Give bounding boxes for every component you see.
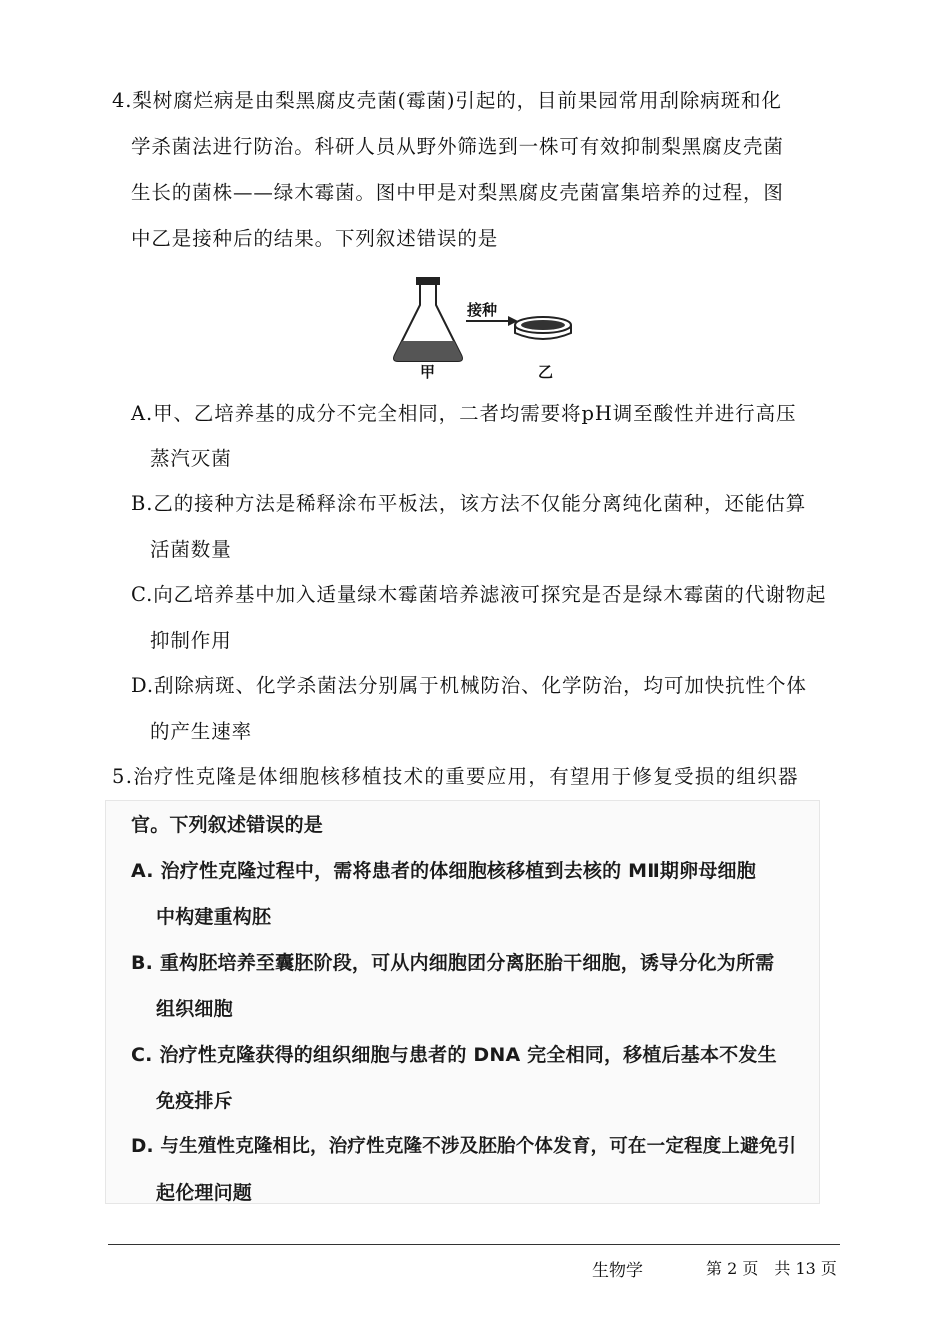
q4-stem-line-1: 4.梨树腐烂病是由梨黑腐皮壳菌(霉菌)引起的，目前果园常用刮除病斑和化 xyxy=(112,89,782,112)
q4-option-c-line-1: C.向乙培养基中加入适量绿木霉菌培养滤液可探究是否是绿木霉菌的代谢物起 xyxy=(131,583,827,606)
label-yi: 乙 xyxy=(538,363,554,381)
flask-medium xyxy=(394,341,462,361)
arrow-label: 接种 xyxy=(467,301,498,319)
culture-figure xyxy=(380,275,580,390)
q4-option-b-line-1: B.乙的接种方法是稀释涂布平板法，该方法不仅能分离纯化菌种，还能估算 xyxy=(131,492,807,515)
petri-dish-colonies xyxy=(521,320,565,330)
q4-option-b-line-2: 活菌数量 xyxy=(150,538,232,561)
q5-option-d-line-2: 起伦理问题 xyxy=(156,1182,253,1204)
q4-option-c-line-2: 抑制作用 xyxy=(150,629,232,652)
footer-divider xyxy=(108,1244,840,1245)
q4-option-a-line-2: 蒸汽灭菌 xyxy=(150,447,232,470)
q5-option-b-line-2: 组织细胞 xyxy=(156,998,233,1020)
q4-stem-line-3: 生长的菌株——绿木霉菌。图中甲是对梨黑腐皮壳菌富集培养的过程，图 xyxy=(131,181,784,204)
footer-subject: 生物学 xyxy=(592,1261,643,1281)
q5-stem-line-2: 官。下列叙述错误的是 xyxy=(131,814,324,836)
flask-cap xyxy=(416,277,440,285)
label-jia: 甲 xyxy=(420,363,436,381)
q5-stem-line-1: 5.治疗性克隆是体细胞核移植技术的重要应用，有望用于修复受损的组织器 xyxy=(112,765,799,788)
q4-option-d-line-1: D.刮除病斑、化学杀菌法分别属于机械防治、化学防治，均可加快抗性个体 xyxy=(131,674,807,697)
q5-option-b-line-1: B. 重构胚培养至囊胚阶段，可从内细胞团分离胚胎干细胞，诱导分化为所需 xyxy=(131,952,775,974)
q5-option-a-line-1: A. 治疗性克隆过程中，需将患者的体细胞核移植到去核的 MⅡ期卵母细胞 xyxy=(131,860,756,882)
q4-stem-line-4: 中乙是接种后的结果。下列叙述错误的是 xyxy=(131,227,499,250)
q5-option-a-line-2: 中构建重构胚 xyxy=(156,906,272,928)
footer-page-number: 第 2 页 共 13 页 xyxy=(706,1259,837,1278)
q4-stem-line-2: 学杀菌法进行防治。科研人员从野外筛选到一株可有效抑制梨黑腐皮壳菌 xyxy=(131,135,784,158)
q4-option-d-line-2: 的产生速率 xyxy=(150,720,253,743)
q5-option-d-line-1: D. 与生殖性克隆相比，治疗性克隆不涉及胚胎个体发育，可在一定程度上避免引 xyxy=(131,1136,797,1157)
q5-option-c-line-2: 免疫排斥 xyxy=(156,1090,233,1112)
q5-option-c-line-1: C. 治疗性克隆获得的组织细胞与患者的 DNA 完全相同，移植后基本不发生 xyxy=(131,1044,777,1066)
q4-option-a-line-1: A.甲、乙培养基的成分不完全相同，二者均需要将pH调至酸性并进行高压 xyxy=(131,402,797,425)
